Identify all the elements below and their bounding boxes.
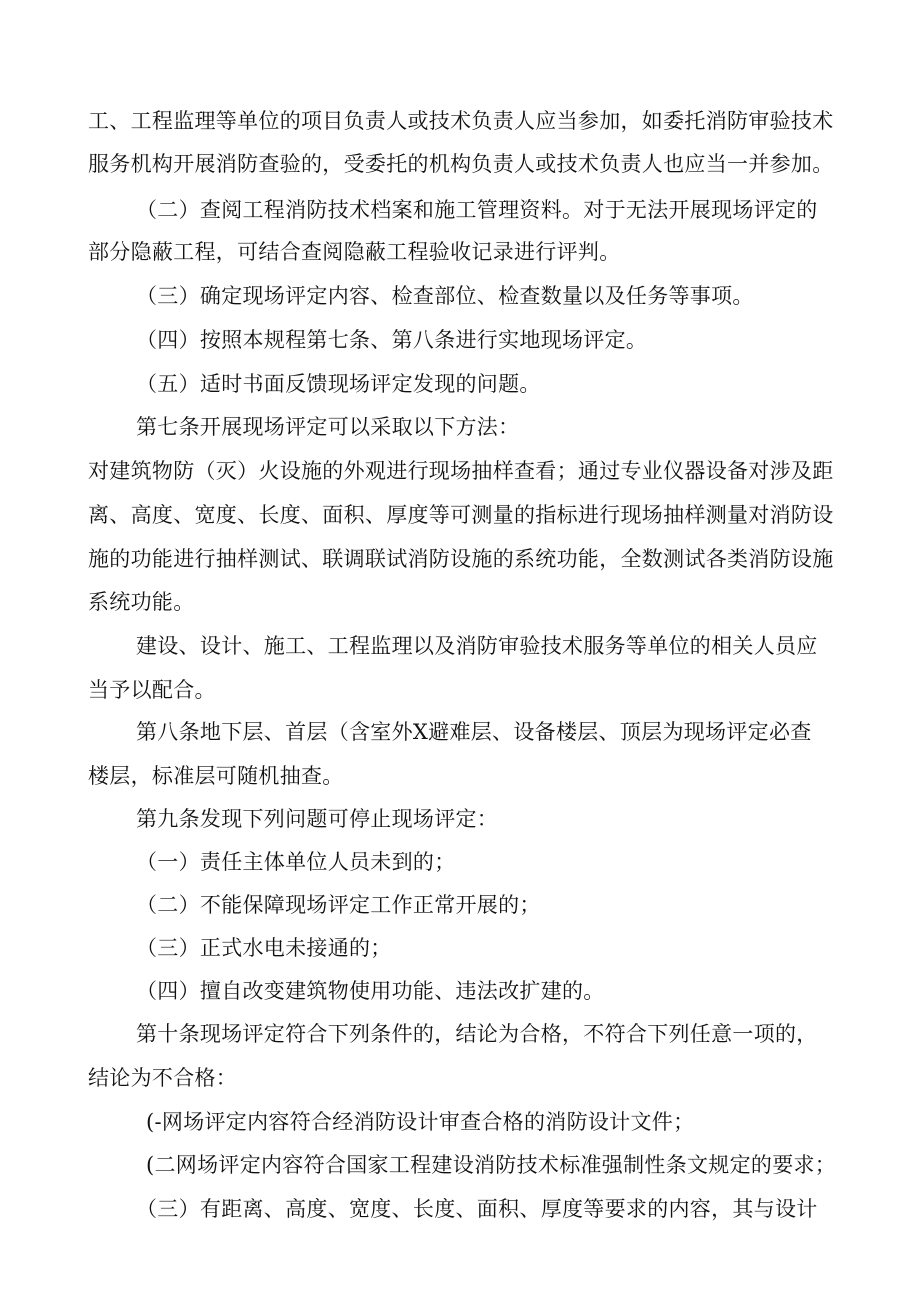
text-line-16: 楼层，标准层可随机抽查。: [88, 764, 344, 788]
text-line-20: （三）正式水电未接通的；: [136, 936, 392, 960]
text-line-10: 离、高度、宽度、长度、面积、厚度等可测量的指标进行现场抽样测量对消防设: [88, 503, 834, 527]
text-line-11: 施的功能进行抽样测试、联调联试消防设施的系统功能，全数测试各类消防设施: [88, 547, 834, 571]
text-line-24: (-网场评定内容符合经消防设计审查合格的消防设计文件；: [146, 1110, 695, 1134]
text-line-17: 第九条发现下列问题可停止现场评定：: [136, 807, 499, 831]
text-line-4: 部分隐蔽工程，可结合查阅隐蔽工程验收记录进行评判。: [88, 240, 621, 264]
text-line-26: （三）有距离、高度、宽度、长度、面积、厚度等要求的内容，其与设计: [136, 1197, 818, 1221]
text-line-5: （三）确定现场评定内容、检查部位、检查数量以及任务等事项。: [136, 284, 754, 308]
text-line-19: （二）不能保障现场评定工作正常开展的；: [136, 893, 541, 917]
text-line-25: (二网场评定内容符合国家工程建设消防技术标准强制性条文规定的要求；: [146, 1153, 837, 1177]
text-line-23: 结论为不合格：: [88, 1066, 238, 1090]
text-line-12: 系统功能。: [88, 590, 195, 614]
text-line-9: 对建筑物防（灭）火设施的外观进行现场抽样查看；通过专业仪器设备对涉及距: [88, 459, 834, 483]
text-line-2: 服务机构开展消防查验的，受委托的机构负责人或技术负责人也应当一并参加。: [88, 152, 834, 176]
text-line-3: （二）查阅工程消防技术档案和施工管理资料。对于无法开展现场评定的: [136, 198, 818, 222]
text-line-14: 当予以配合。: [88, 678, 216, 702]
text-line-18: （一）责任主体单位人员未到的；: [136, 850, 456, 874]
text-line-15: 第八条地下层、首层（含室外X避难层、设备楼层、顶层为现场评定必查: [136, 720, 812, 744]
text-line-13: 建设、设计、施工、工程监理以及消防审验技术服务等单位的相关人员应: [136, 634, 818, 658]
text-line-8: 第七条开展现场评定可以采取以下方法：: [136, 415, 520, 439]
text-line-22: 第十条现场评定符合下列条件的，结论为合格，不符合下列任意一项的，: [136, 1022, 818, 1046]
text-line-1: 工、工程监理等单位的项目负责人或技术负责人应当参加，如委托消防审验技术: [88, 109, 834, 133]
text-line-6: （四）按照本规程第七条、第八条进行实地现场评定。: [136, 328, 648, 352]
text-line-7: （五）适时书面反馈现场评定发现的问题。: [136, 372, 541, 396]
text-line-21: （四）擅自改变建筑物使用功能、违法改扩建的。: [136, 979, 605, 1003]
